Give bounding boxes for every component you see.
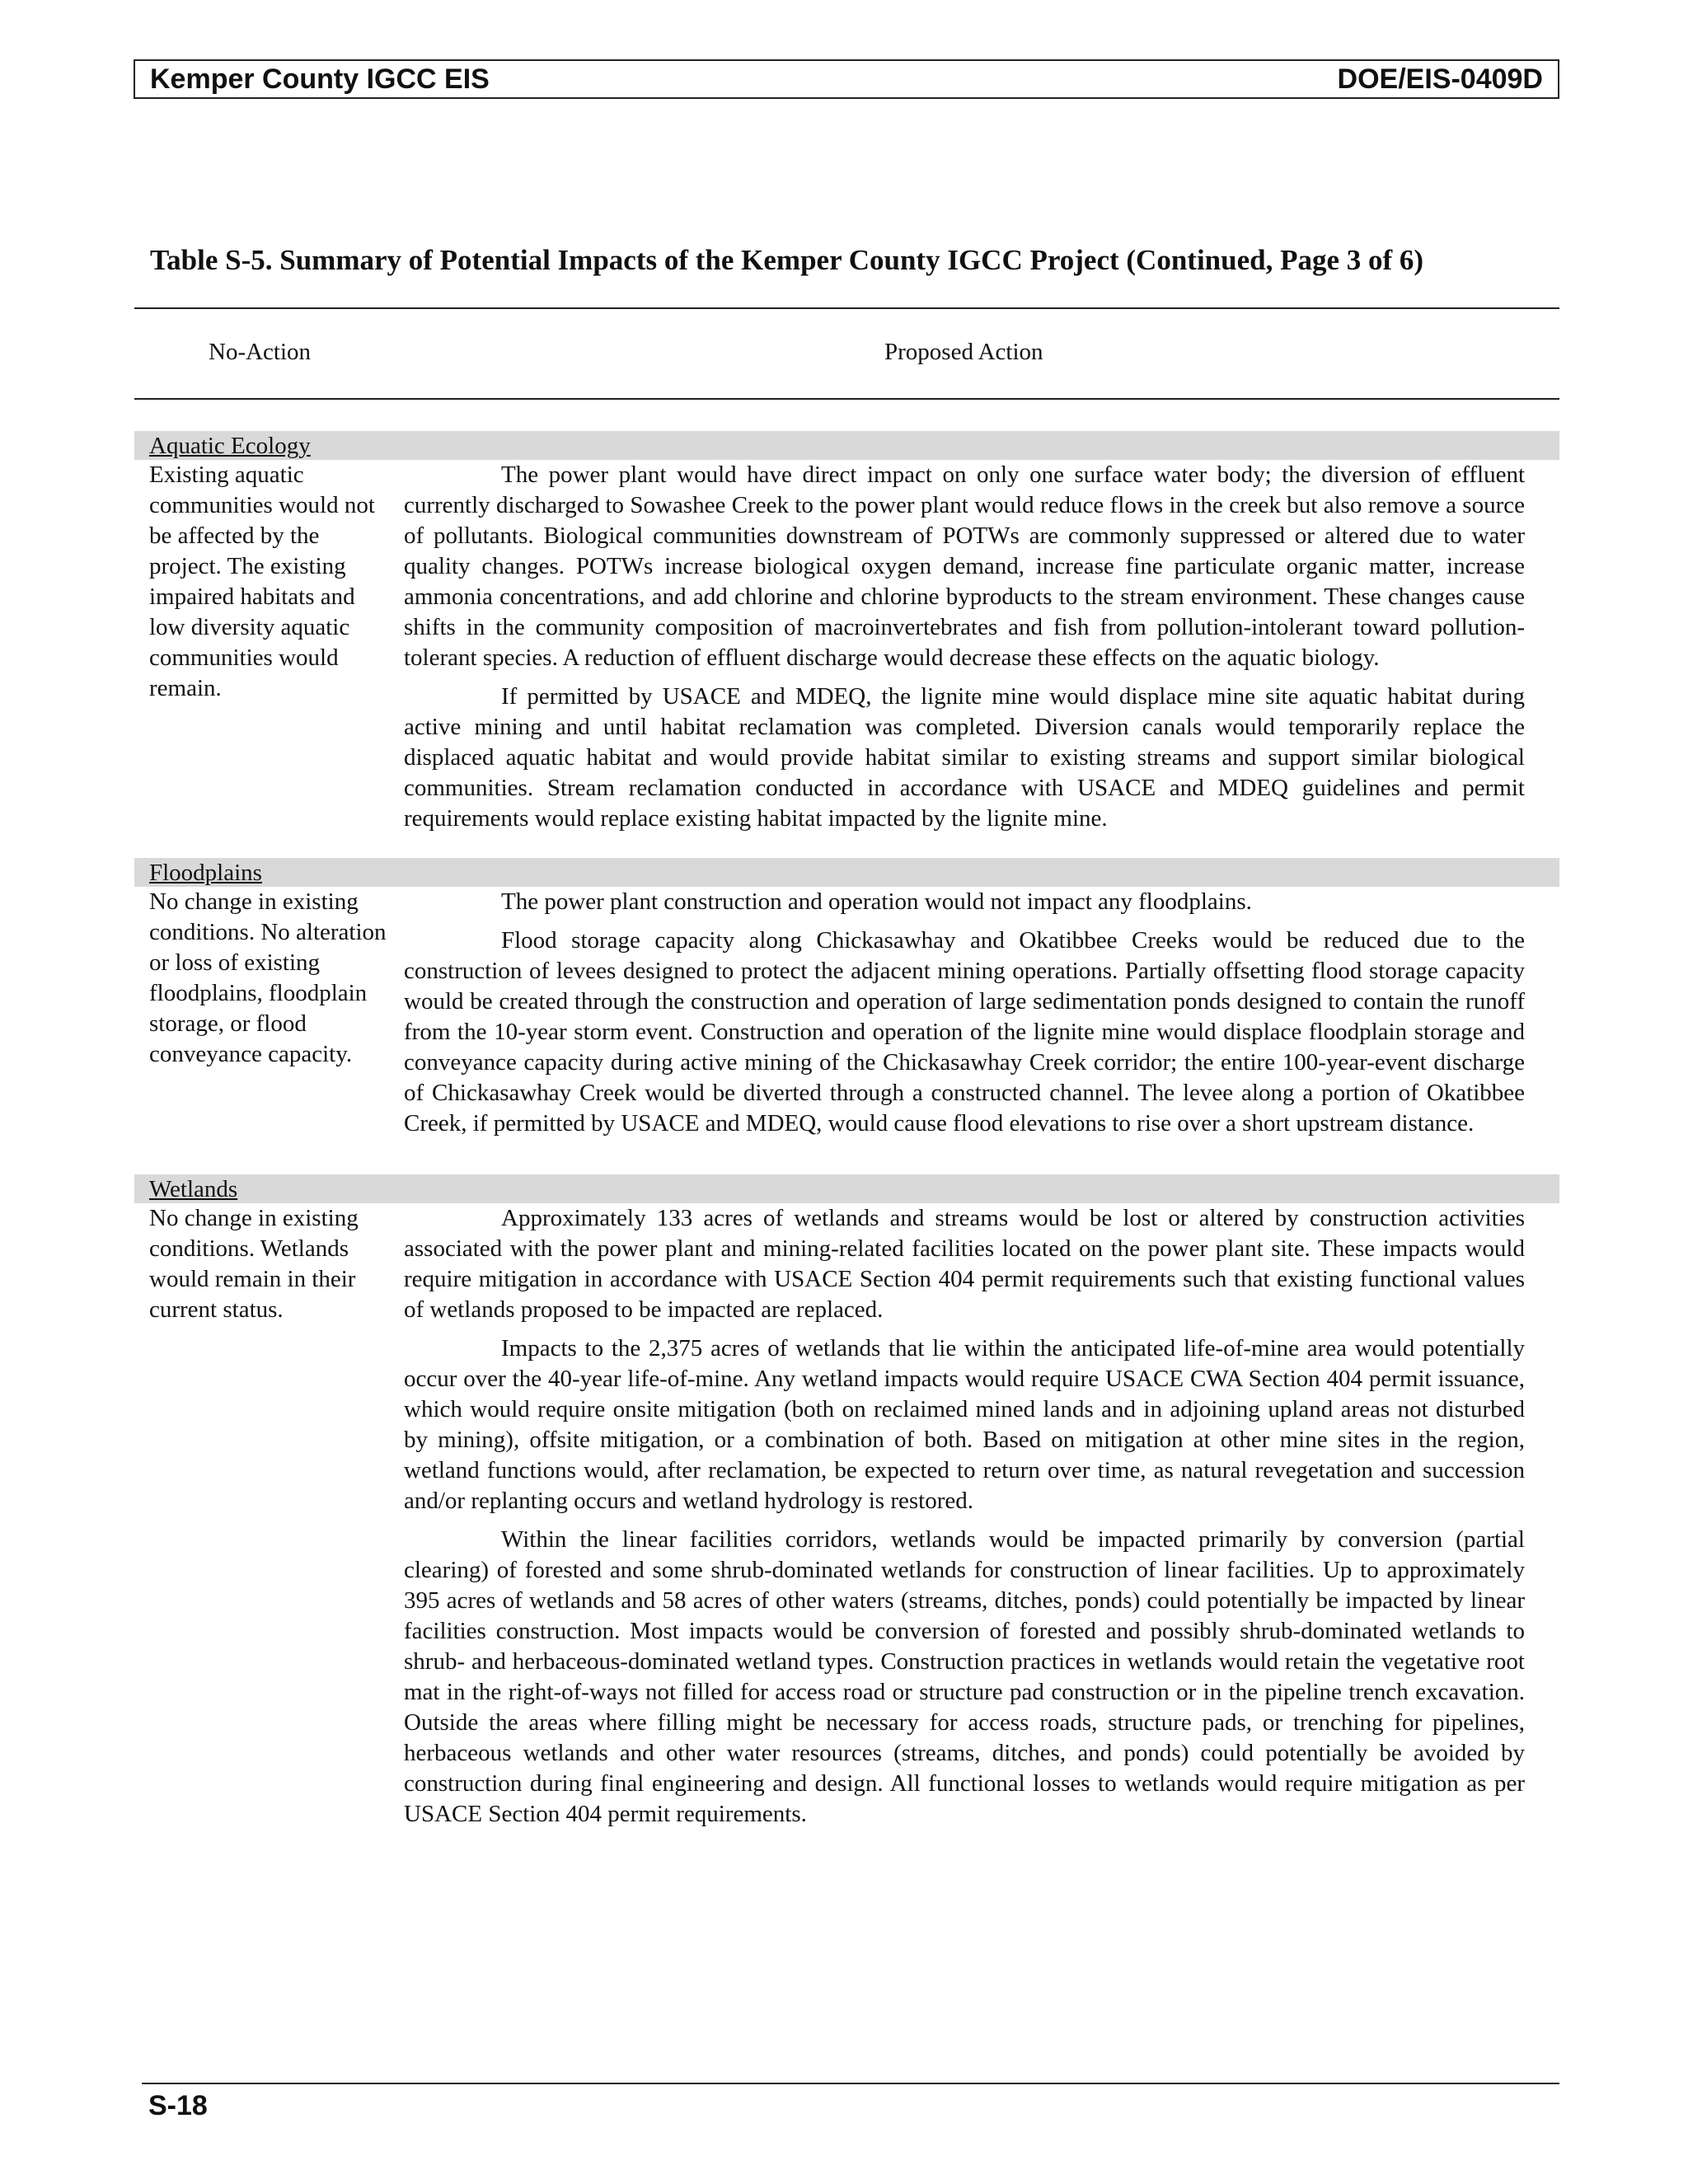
- page-number: S-18: [148, 2090, 208, 2121]
- header-document-number: DOE/EIS-0409D: [1337, 63, 1543, 95]
- section-heading: Wetlands: [134, 1174, 1559, 1203]
- table-title: Table S-5. Summary of Potential Impacts of the Kemper County IGCC Project (Continued, Page 3 of 6): [150, 244, 1424, 276]
- paragraph: Approximately 133 acres of wetlands and streams would be lost or altered by construction activities associated with the power plant and mining-related facilities located on the power plant site. These impacts would require mitigation in accordance with USACE Section 404 permit requirements such that existing functional values of wetlands proposed to be impacted are replaced.: [404, 1205, 1525, 1323]
- paragraph: Flood storage capacity along Chickasawhay and Okatibbee Creeks would be reduced due to the construction of levees designed to protect the adjacent mining operations. Partially offsetting flood storage capacity would be created through the construction and operation of large sedimentation ponds designed to contain the runoff from the 10-year storm event. Construction and operation of the lignite mine would displace floodplain storage and conveyance capacity during active mining of the Chickasawhay Creek corridor; the entire 100-year-event discharge of Chickasawhay Creek would be diverted through a constructed channel. The levee along a portion of Okatibbee Creek, if permitted by USACE and MDEQ, would cause flood elevations to rise over a short upstream distance.: [404, 927, 1525, 1137]
- section-aquatic-ecology: [134, 431, 1559, 842]
- header-document-title: Kemper County IGCC EIS: [150, 63, 490, 95]
- paragraph: The power plant construction and operation would not impact any floodplains.: [501, 888, 1252, 915]
- section-row: [134, 887, 1559, 1147]
- column-header-proposed-action: Proposed Action: [884, 339, 1043, 365]
- section-row: [134, 460, 1559, 842]
- paragraph: The power plant would have direct impact on only one surface water body; the diversion of effluent currently discharged to Sowashee Creek to the power plant would reduce flows in the creek but also remove a source of pollutants. Biological communities downstream of POTWs are commonly suppressed or altered due to water quality changes. POTWs increase biological oxygen demand, increase fine particulate organic matter, increase ammonia concentrations, and add chlorine and chlorine byproducts to the stream environment. These changes cause shifts in the community composition of macroinvertebrates and fish from pollution-intolerant toward pollution-tolerant species. A reduction of effluent discharge would decrease these effects on the aquatic biology.: [404, 462, 1525, 671]
- column-header-no-action: No-Action: [209, 339, 312, 365]
- section-heading: Floodplains: [134, 858, 1559, 887]
- running-header: [134, 59, 1559, 99]
- section-row: [134, 1203, 1559, 1838]
- proposed-action-cell: [404, 460, 1525, 842]
- paragraph: Impacts to the 2,375 acres of wetlands that lie within the anticipated life-of-mine area would potentially occur over the 40-year life-of-mine. Any wetland impacts would require USACE CWA Section 404 permit issuance, which would require onsite mitigation (both on reclaimed mined lands and in adjoining upland areas not disturbed by mining), offsite mitigation, or a combination of both. Based on mitigation at other mine sites in the region, wetland functions would, after reclamation, be expected to return over time, as natural revegetation and succession and/or replanting occurs and wetland hydrology is restored.: [404, 1335, 1525, 1514]
- section-heading: Aquatic Ecology: [134, 431, 1559, 460]
- section-floodplains: [134, 858, 1559, 1147]
- proposed-action-cell: [404, 887, 1525, 1147]
- table-header-rule: [134, 398, 1559, 400]
- no-action-cell: Existing aquatic communities would not be affected by the project. The existing impaired habitats and low diversity aquatic communities would remain.: [149, 462, 375, 701]
- footer-rule: [142, 2083, 1559, 2084]
- table-top-rule: [134, 307, 1559, 309]
- no-action-cell: No change in existing conditions. Wetlands would remain in their current status.: [149, 1205, 359, 1323]
- no-action-cell: No change in existing conditions. No alteration or loss of existing floodplains, floodplain storage, or flood conveyance capacity.: [149, 888, 387, 1067]
- proposed-action-cell: [404, 1203, 1525, 1838]
- section-wetlands: [134, 1174, 1559, 1838]
- paragraph: If permitted by USACE and MDEQ, the lignite mine would displace mine site aquatic habitat during active mining and until habitat reclamation was completed. Diversion canals would temporarily replace the displaced aquatic habitat and would provide habitat similar to existing streams and support similar biological communities. Stream reclamation conducted in accordance with USACE and MDEQ guidelines and permit requirements would replace existing habitat impacted by the lignite mine.: [404, 683, 1525, 832]
- paragraph: Within the linear facilities corridors, wetlands would be impacted primarily by conversion (partial clearing) of forested and some shrub-dominated wetlands for construction of linear facilities. Up to approximately 395 acres of wetlands and 58 acres of other waters (streams, ditches, ponds) could potentially be impacted by linear facilities construction. Most impacts would be conversion of forested and possibly shrub-dominated wetlands to shrub- and herbaceous-dominated wetland types. Construction practices in wetlands would retain the vegetative root mat in the right-of-ways not filled for access road or structure pad construction or in the pipeline trench excavation. Outside the areas where filling might be necessary for access roads, structure pads, or trenching for pipelines, herbaceous wetlands and other water resources (streams, ditches, and ponds) could potentially be avoided by construction during final engineering and design. All functional losses to wetlands would require mitigation as per USACE Section 404 permit requirements.: [404, 1526, 1525, 1827]
